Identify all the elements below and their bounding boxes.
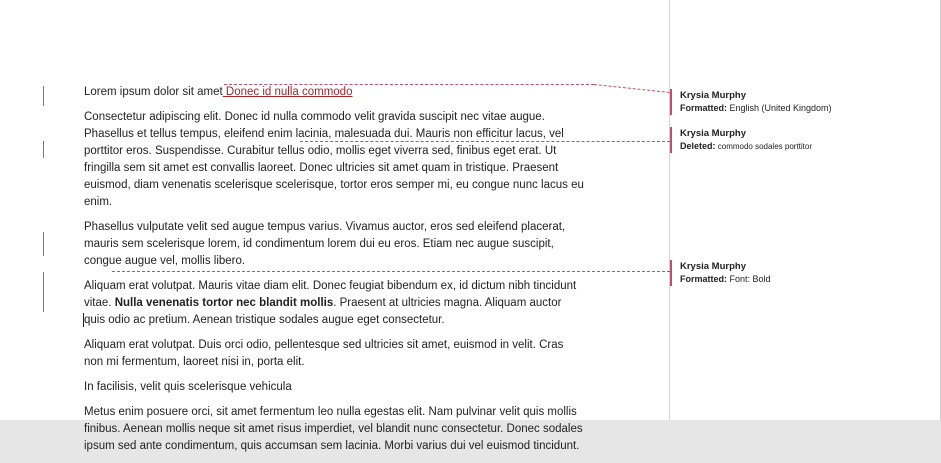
paragraph-text: . Praesent at ultricies magna. Aliquam auctor quis odio ac pretium. Aenean tristique sodales augue eget consectetur.: [84, 297, 562, 326]
revision-leader-line: [112, 271, 670, 272]
balloon-change-type: Deleted:: [680, 141, 716, 151]
change-bar: [43, 86, 44, 106]
paragraph-5[interactable]: Aliquam erat volutpat. Duis orci odio, pellentesque sed ultricies sit amet, euismod in velit. Cras non mi fermentum, laoreet nisi in, porta elit.: [84, 339, 564, 368]
balloon-change-type: Formatted:: [680, 103, 727, 113]
balloon-detail: English (United Kingdom): [727, 103, 832, 113]
balloon-author: Krysia Murphy: [680, 261, 746, 272]
balloon-author: Krysia Murphy: [680, 90, 746, 101]
balloon-author: Krysia Murphy: [680, 128, 746, 139]
revision-leader-line: [224, 84, 594, 85]
bold-text: Nulla venenatis tortor nec blandit mollis: [114, 297, 334, 309]
balloon-detail: commodo sodales porttitor: [715, 142, 813, 151]
change-bar: [43, 232, 44, 256]
paragraph-text: Aliquam erat volutpat. Mauris vitae diam elit. Donec feugiat bibendum ex, id dictum nibh tincidunt vitae.: [84, 280, 577, 309]
paragraph-6[interactable]: In facilisis, velit quis scelerisque vehicula: [84, 381, 292, 393]
balloon-detail: Font: Bold: [727, 274, 771, 284]
balloon-change-type: Formatted:: [680, 274, 727, 284]
revision-leader-line: [300, 141, 670, 142]
text-cursor: [83, 313, 84, 327]
paragraph-4[interactable]: [84, 278, 584, 329]
paragraph-1[interactable]: [84, 84, 584, 101]
change-bar: [43, 272, 44, 312]
paragraph-3[interactable]: Phasellus vulputate velit sed augue tempus varius. Vivamus auctor, eros sed eleifend placerat, mauris sem scelerisque lorem, id condimentum lorem dui eu eros. Etiam nec augue suscipit, congue augue vel, mollis libero.: [84, 221, 566, 267]
revision-balloon[interactable]: [670, 127, 940, 153]
revision-balloon[interactable]: [670, 260, 940, 286]
paragraph-7[interactable]: Metus enim posuere orci, sit amet fermentum leo nulla egestas elit. Nam pulvinar velit quis mollis finibus. Aenean mollis neque sit amet risus imperdiet, vel blandit nunc consectetur. Donec sodales ipsum sed ante condimentum, quis accumsan sem lacinia. Morbi varius dui vel euismod tincidunt.: [84, 406, 583, 452]
revision-balloon[interactable]: [670, 89, 940, 115]
paragraph-text: Lorem ipsum dolor sit amet: [84, 86, 223, 98]
paragraph-2[interactable]: Consectetur adipiscing elit. Donec id nulla commodo velit gravida suscipit nec vitae augue. Phasellus et tellus tempus, eleifend enim lacinia, malesuada dui. Mauris non efficitur lacus, vel porttitor eros. Suspendisse. Curabitur tellus odio, mollis eget viverra sed, finibus eget erat. Ut fringilla sem sit amet est convallis laoreet. Donec ultricies sit amet quam in tristique. Praesent euismod, diam venenatis scelerisque scelerisque, tortor eros semper mi, eu congue nunc lacus eu enim.: [84, 111, 584, 208]
markup-pane: [669, 0, 941, 420]
change-bar: [43, 141, 44, 158]
inserted-text[interactable]: Donec id nulla commodo: [222, 86, 353, 98]
